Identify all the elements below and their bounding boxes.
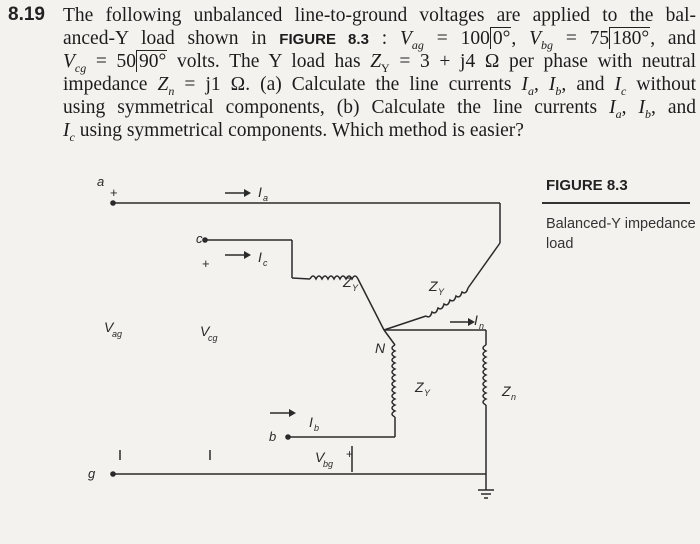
label-Vag: V: [104, 319, 114, 335]
label-Vcg: V: [200, 323, 210, 339]
svg-text:Y: Y: [352, 283, 359, 293]
label-Zn: Z: [502, 383, 511, 399]
problem-line-4: impedance $Z_n = j1$ Ω. (a) Calculate the line currents $I_a$, $I_b$, and $I_c$ without: [63, 74, 696, 98]
svg-text:a: a: [263, 193, 269, 203]
label-b: b: [269, 429, 277, 444]
figure-caption-description: Balanced-Y impedance load: [546, 216, 696, 252]
zn-coil: [483, 345, 486, 405]
svg-text:Y: Y: [424, 388, 431, 398]
problem-line-1: The following unbalanced line-to-ground voltages are applied to the bal-: [63, 5, 696, 26]
svg-text:ag: ag: [112, 329, 123, 339]
label-ZY-a: Z: [429, 278, 438, 294]
circuit-diagram: [0, 170, 700, 539]
label-ZY-c: Z: [343, 274, 352, 290]
label-In: I: [474, 312, 478, 328]
problem-line-2: anced-Y load shown in FIGURE 8.3 : $V_{ag} = 100$ 0°, $V_{bg} = 75$ 180°, and: [63, 28, 697, 52]
problem-number: 8.19: [8, 4, 45, 25]
circuit-figure: [0, 170, 700, 539]
label-vbg-plus: +: [346, 447, 354, 461]
label-c: c: [196, 231, 203, 246]
label-N: N: [375, 340, 386, 356]
label-Ic: I: [258, 249, 262, 265]
figure-caption-title: FIGURE 8.3: [546, 177, 628, 194]
problem-line-6: $I_c$ using symmetrical components. Which method is easier?: [63, 120, 524, 144]
terminal-b: [285, 434, 291, 440]
label-a: a: [97, 174, 105, 189]
figure-reference: FIGURE 8.3: [279, 31, 369, 48]
svg-text:bg: bg: [323, 459, 334, 469]
svg-text:n: n: [511, 392, 517, 402]
problem-statement: [0, 0, 700, 170]
problem-line-3: $V_{cg} = 50$ 90° volts. The Y load has $Z_Y = 3 + j4$ Ω per phase with neutral: [63, 51, 697, 75]
label-Ib: I: [309, 414, 313, 430]
terminal-g: [110, 471, 116, 477]
svg-text:c: c: [263, 258, 268, 268]
svg-text:cg: cg: [208, 333, 218, 343]
label-ZY-b: Z: [415, 379, 424, 395]
terminal-c: [202, 237, 208, 243]
svg-text:b: b: [314, 423, 320, 433]
label-c-plus: +: [202, 256, 210, 271]
terminal-a: [110, 200, 116, 206]
label-Vbg: V: [315, 449, 325, 465]
label-Ia: I: [258, 184, 262, 200]
svg-text:n: n: [479, 321, 485, 331]
svg-text:Y: Y: [438, 287, 445, 297]
zy-coil-b: [392, 345, 395, 417]
label-g: g: [88, 466, 96, 481]
label-a-plus: +: [110, 185, 118, 200]
problem-line-5: using symmetrical components, (b) Calculate the line currents $I_a$, $I_b$, and: [63, 97, 697, 121]
